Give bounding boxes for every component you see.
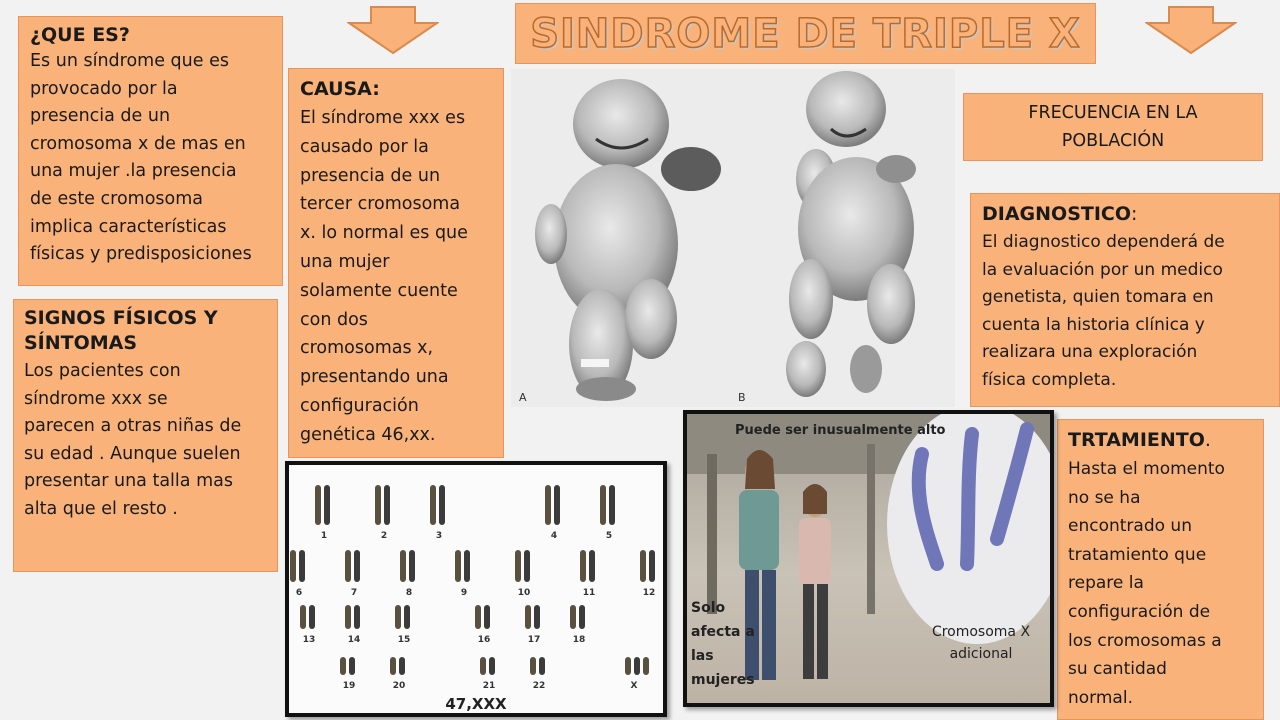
karyotype-number-label: 2 bbox=[380, 531, 388, 541]
karyotype-chromosome bbox=[354, 605, 360, 629]
baby-photo bbox=[511, 69, 955, 407]
causa-line: cromosomas x, bbox=[300, 338, 434, 359]
karyotype-chromosome bbox=[290, 550, 296, 582]
karyotype-chromosome bbox=[609, 485, 615, 525]
karyotype-number-label: 9 bbox=[460, 588, 468, 598]
karyotype-chromosome bbox=[530, 657, 536, 675]
signos-box bbox=[13, 299, 278, 572]
karyotype-number-label: 10 bbox=[517, 588, 531, 598]
right-down-arrow-icon bbox=[1145, 5, 1237, 55]
causa-line: x. lo normal es que bbox=[300, 223, 468, 244]
karyotype-number-label: X bbox=[630, 681, 638, 691]
karyotype-chromosome bbox=[475, 605, 481, 629]
tratamiento-box bbox=[1057, 419, 1264, 720]
diagnostico-heading bbox=[982, 202, 1275, 227]
karyotype-number-label: 15 bbox=[397, 635, 411, 645]
karyotype-chromosome bbox=[400, 550, 406, 582]
que-es-line: físicas y predisposiciones bbox=[30, 244, 252, 265]
tratamiento-line: normal. bbox=[1068, 687, 1133, 708]
karyotype-chromosome bbox=[570, 605, 576, 629]
karyotype-chromosome bbox=[299, 550, 305, 582]
que-es-line: implica características bbox=[30, 216, 227, 237]
karyotype-number-label: 14 bbox=[347, 635, 361, 645]
causa-line: presentando una bbox=[300, 367, 449, 388]
causa-line: genética 46,xx. bbox=[300, 424, 436, 445]
baby-a-figure bbox=[535, 79, 721, 401]
frecuencia-line: FRECUENCIA EN LA bbox=[1028, 103, 1198, 123]
karyotype-chromosome bbox=[375, 485, 381, 525]
karyotype-chromosome bbox=[340, 657, 346, 675]
karyotype-chromosome bbox=[525, 605, 531, 629]
karyotype-number-label: 11 bbox=[582, 588, 596, 598]
karyotype-chromosome bbox=[489, 657, 495, 675]
karyotype-image bbox=[285, 461, 667, 717]
causa-line: tercer cromosoma bbox=[300, 194, 461, 215]
title-banner bbox=[515, 3, 1096, 64]
baby-b-figure bbox=[786, 71, 916, 397]
page-title: SINDROME DE TRIPLE X bbox=[530, 10, 1081, 57]
karyotype-chromosome bbox=[634, 657, 640, 675]
karyotype-number-label: 5 bbox=[605, 531, 613, 541]
causa-line: presencia de un bbox=[300, 165, 441, 186]
karyotype-number-label: 8 bbox=[405, 588, 413, 598]
karyotype-chromosome bbox=[515, 550, 521, 582]
left-down-arrow-icon bbox=[347, 5, 439, 55]
karyotype-chromosome bbox=[395, 605, 401, 629]
illustration-left-line: afecta a bbox=[691, 624, 755, 640]
karyotype-chromosome bbox=[534, 605, 540, 629]
karyotype-number-label: 19 bbox=[342, 681, 356, 691]
que-es-heading: ¿QUE ES? bbox=[30, 24, 130, 46]
tratamiento-line: su cantidad bbox=[1068, 659, 1167, 680]
signos-heading: SÍNTOMAS bbox=[24, 332, 138, 354]
karyotype-chromosome bbox=[554, 485, 560, 525]
que-es-line: presencia de un bbox=[30, 106, 171, 127]
que-es-line: cromosoma x de mas en bbox=[30, 133, 246, 154]
karyotype-chromosome bbox=[404, 605, 410, 629]
karyotype-illustration bbox=[289, 465, 663, 713]
baby-photo-illustration bbox=[511, 69, 955, 407]
karyotype-chromosome bbox=[539, 657, 545, 675]
illustration-right-line: adicional bbox=[949, 646, 1013, 662]
karyotype-number-label: 16 bbox=[477, 635, 491, 645]
karyotype-chromosome bbox=[430, 485, 436, 525]
karyotype-number-label: 7 bbox=[350, 588, 358, 598]
karyotype-chromosome bbox=[545, 485, 551, 525]
karyotype-chromosome bbox=[349, 657, 355, 675]
signos-line: alta que el resto . bbox=[24, 498, 178, 519]
baby-label-b: B bbox=[738, 391, 746, 404]
karyotype-number-label: 12 bbox=[642, 588, 656, 598]
karyotype-chromosome bbox=[484, 605, 490, 629]
tratamiento-line: encontrado un bbox=[1068, 516, 1192, 537]
diagnostico-colon: : bbox=[1131, 203, 1138, 225]
karyotype-chromosome bbox=[345, 605, 351, 629]
illustration-left-line: Solo bbox=[691, 600, 726, 616]
causa-line: causado por la bbox=[300, 136, 429, 157]
causa-line: El síndrome xxx es bbox=[300, 108, 466, 128]
tratamiento-line: configuración de bbox=[1068, 601, 1211, 622]
karyotype-chromosome bbox=[455, 550, 461, 582]
signos-line: Los pacientes con bbox=[24, 361, 181, 381]
karyotype-chromosome bbox=[640, 550, 646, 582]
karyotype-chromosome bbox=[649, 550, 655, 582]
diagnostico-line: realizara una exploración bbox=[982, 342, 1198, 363]
que-es-line: Es un síndrome que es bbox=[30, 51, 229, 71]
baby-label-a: A bbox=[519, 391, 527, 404]
causa-line: con dos bbox=[300, 309, 368, 330]
diagnostico-line: El diagnostico dependerá de bbox=[982, 232, 1225, 252]
diagnostico-line: cuenta la historia clínica y bbox=[982, 314, 1205, 335]
frecuencia-line: POBLACIÓN bbox=[1061, 130, 1165, 151]
signos-line: presentar una talla mas bbox=[24, 471, 233, 492]
diagnostico-line: genetista, quien tomara en bbox=[982, 287, 1214, 308]
causa-line: configuración bbox=[300, 395, 419, 416]
karyotype-chromosome bbox=[300, 605, 306, 629]
karyotype-number-label: 4 bbox=[550, 531, 558, 541]
karyotype-chromosome bbox=[309, 605, 315, 629]
tratamiento-line: Hasta el momento bbox=[1068, 459, 1225, 479]
tratamiento-line: tratamiento que bbox=[1068, 544, 1207, 565]
tratamiento-line: no se ha bbox=[1068, 487, 1141, 508]
signos-line: su edad . Aunque suelen bbox=[24, 443, 241, 464]
karyotype-chromosome bbox=[600, 485, 606, 525]
karyotype-chromosome bbox=[480, 657, 486, 675]
signos-heading: SIGNOS FÍSICOS Y bbox=[24, 307, 218, 329]
tratamiento-line: los cromosomas a bbox=[1068, 630, 1222, 651]
karyotype-chromosome bbox=[439, 485, 445, 525]
karyotype-chromosome bbox=[399, 657, 405, 675]
causa-line: una mujer bbox=[300, 251, 390, 272]
karyotype-chromosome bbox=[524, 550, 530, 582]
tratamiento-line: repare la bbox=[1068, 573, 1144, 594]
que-es-line: una mujer .la presencia bbox=[30, 161, 237, 182]
karyotype-number-label: 18 bbox=[572, 635, 586, 645]
diagnostico-line: la evaluación por un medico bbox=[982, 259, 1223, 280]
karyotype-chromosome bbox=[464, 550, 470, 582]
karyotype-caption: 47,XXX bbox=[445, 695, 507, 713]
karyotype-chromosome bbox=[390, 657, 396, 675]
diagnostico-heading-text: DIAGNOSTICO bbox=[982, 203, 1132, 225]
illustration-left-line: las bbox=[691, 648, 714, 664]
karyotype-number-label: 22 bbox=[532, 681, 546, 691]
karyotype-number-label: 21 bbox=[482, 681, 496, 691]
karyotype-number-label: 1 bbox=[320, 531, 328, 541]
illustration-top-text: Puede ser inusualmente alto bbox=[735, 423, 946, 438]
karyotype-chromosome bbox=[580, 550, 586, 582]
causa-box bbox=[288, 68, 504, 458]
causa-heading: CAUSA: bbox=[300, 78, 380, 100]
karyotype-number-label: 20 bbox=[392, 681, 406, 691]
illustration-left-line: mujeres bbox=[691, 672, 755, 688]
karyotype-chromosome bbox=[354, 550, 360, 582]
tratamiento-heading bbox=[1068, 428, 1259, 453]
karyotype-chromosome bbox=[589, 550, 595, 582]
illustration-right-line: Cromosoma X bbox=[931, 624, 1031, 640]
que-es-line: provocado por la bbox=[30, 78, 178, 99]
karyotype-chromosome bbox=[579, 605, 585, 629]
karyotype-chromosome bbox=[315, 485, 321, 525]
signos-line: parecen a otras niñas de bbox=[24, 416, 242, 437]
causa-line: solamente cuente bbox=[300, 280, 458, 301]
karyotype-chromosome bbox=[345, 550, 351, 582]
karyotype-number-label: 13 bbox=[302, 635, 316, 645]
karyotype-chromosome bbox=[643, 657, 649, 675]
karyotype-chromosome bbox=[625, 657, 631, 675]
karyotype-number-label: 3 bbox=[435, 531, 443, 541]
diagnostico-box bbox=[970, 193, 1280, 407]
karyotype-number-label: 6 bbox=[295, 588, 303, 598]
tratamiento-heading-text: TRTAMIENTO bbox=[1068, 429, 1205, 451]
diagnostico-line: física completa. bbox=[982, 369, 1117, 390]
karyotype-number-label: 17 bbox=[527, 635, 541, 645]
que-es-line: de este cromosoma bbox=[30, 188, 204, 209]
illustration-image bbox=[683, 410, 1054, 707]
karyotype-chromosome bbox=[409, 550, 415, 582]
frecuencia-box bbox=[963, 93, 1263, 161]
signos-line: síndrome xxx se bbox=[24, 388, 168, 409]
tratamiento-dot: . bbox=[1204, 429, 1211, 451]
karyotype-chromosome bbox=[324, 485, 330, 525]
que-es-box bbox=[18, 16, 283, 286]
karyotype-chromosome bbox=[384, 485, 390, 525]
illustration-scene bbox=[687, 414, 1050, 703]
